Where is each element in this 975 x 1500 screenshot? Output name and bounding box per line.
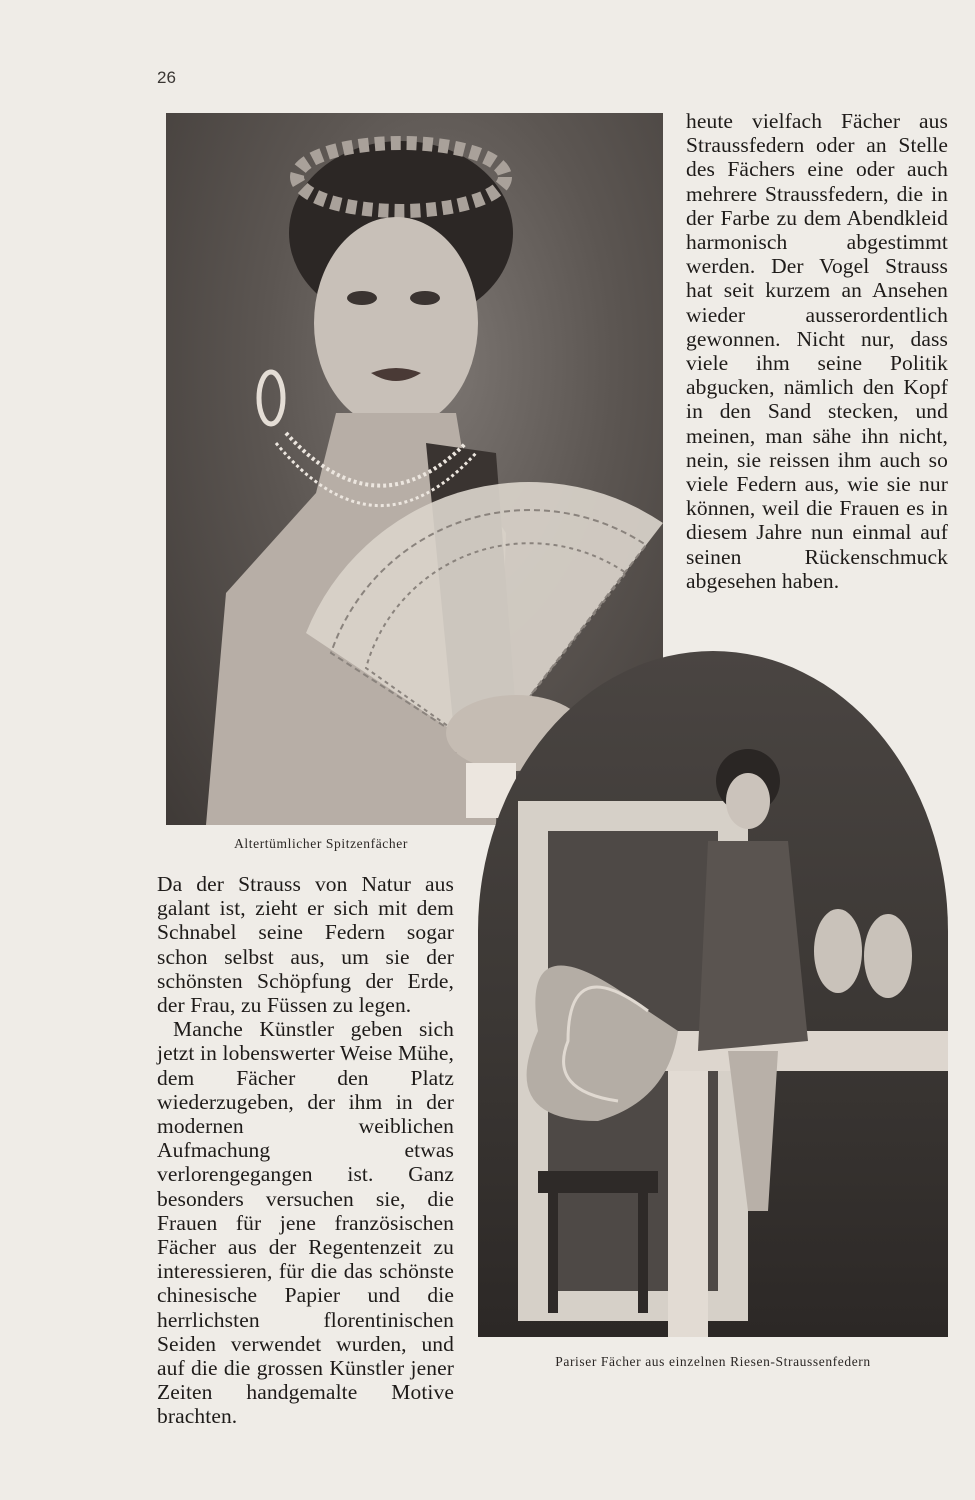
article-text-left-column xyxy=(157,872,454,1429)
paragraph: Manche Künstler geben sich jetzt in lobenswerter Weise Mühe, dem Fächer den Platz wiederzugeben, der ihm in der modernen weiblichen Aufmachung etwas verlorengegangen ist. Ganz besonders versuchen sie, die Frauen für jene französischen Fächer aus der Regentenzeit zu interessieren, für die das schönste chinesische Papier und die herrlichsten florentinischen Seiden verwendet wurden, und auf die die grossen Künstler jener Zeiten handgemalte Motive brachten. xyxy=(157,1017,454,1429)
paragraph: heute vielfach Fächer aus Straussfedern oder an Stelle des Fächers eine oder auch mehrere Straussfedern, die in der Farbe zu dem Abendkleid harmonisch abgestimmt werden. Der Vogel Strauss hat seit kurzem an Ansehen wieder ausserordentlich gewonnen. Nicht nur, dass viele ihm seine Politik abgucken, nämlich den Kopf in den Sand stecken, und meinen, man sähe ihn nicht, nein, sie reissen ihm auch so viele Federn aus, wie sie nur können, weil die Frauen es in diesem Jahre nun einmal auf seinen Rückenschmuck abgesehen haben. xyxy=(686,109,948,593)
article-text-right-column xyxy=(686,109,948,593)
page-number: 26 xyxy=(157,68,176,87)
paragraph: Da der Strauss von Natur aus galant ist, zieht er sich mit dem Schnabel seine Federn sogar schon selbst aus, um sie der schönsten Schöpfung der Erde, der Frau, zu Füssen zu legen. xyxy=(157,872,454,1018)
photo-caption: Altertümlicher Spitzenfächer xyxy=(234,836,408,851)
feather-fan-scene-illustration xyxy=(478,651,948,1337)
photo-woman-with-ostrich-feather-fan xyxy=(478,651,948,1337)
photo-caption: Pariser Fächer aus einzelnen Riesen-Straussenfedern xyxy=(555,1354,871,1369)
